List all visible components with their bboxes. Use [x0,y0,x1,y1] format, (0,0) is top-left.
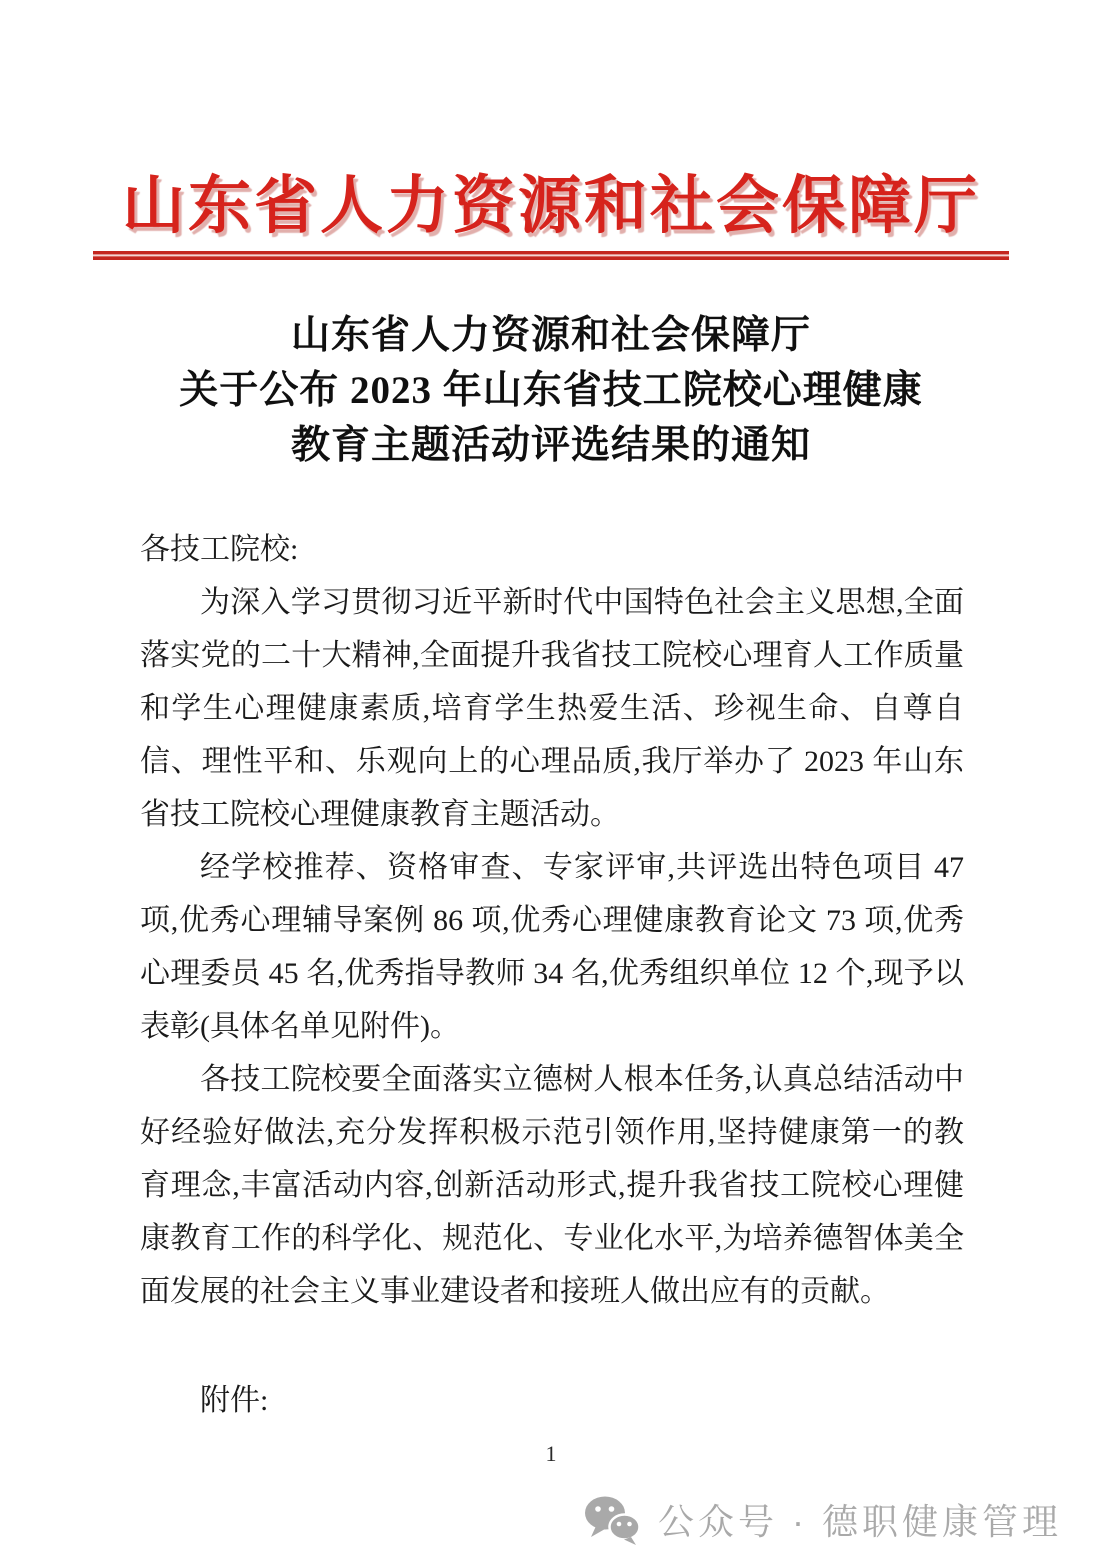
document-title [0,308,1102,473]
body-paragraph-3: 各技工院校要全面落实立德树人根本任务,认真总结活动中好经验好做法,充分发挥积极示范引领作用,坚持健康第一的教育理念,丰富活动内容,创新活动形式,提升我省技工院校心理健康教育工作的科学化、规范化、专业化水平,为培养德智体美全面发展的社会主义事业建设者和接班人做出应有的贡献。 [140,1063,964,1309]
document-body [140,523,964,1427]
body-paragraph-1: 为深入学习贯彻习近平新时代中国特色社会主义思想,全面落实党的二十大精神,全面提升我省技工院校心理育人工作质量和学生心理健康素质,培育学生热爱生活、珍视生命、自尊自信、理性平和、乐观向上的心理品质,我厅举办了 2023 年山东省技工院校心理健康教育主题活动。 [140,586,964,832]
document-title-line-1: 山东省人力资源和社会保障厅 [290,314,811,358]
body-paragraph-2: 经学校推荐、资格审查、专家评审,共评选出特色项目 47 项,优秀心理辅导案例 86 项,优秀心理健康教育论文 73 项,优秀心理委员 45 名,优秀指导教师 34 名,优秀组织单位 12 个,现予以表彰(具体名单见附件)。 [140,851,964,1044]
document-title-line-3: 教育主题活动评选结果的通知 [290,424,811,468]
agency-masthead-title: 山东省人力资源和社会保障厅 [122,171,980,241]
wechat-watermark [584,1494,1062,1545]
document-title-line-2: 关于公布 2023 年山东省技工院校心理健康 [179,369,923,413]
page-number: 1 [545,1441,557,1466]
masthead-divider-rule [93,251,1009,260]
masthead [0,0,1102,260]
salutation: 各技工院校: [140,533,299,567]
attachment-label: 附件: [200,1384,269,1418]
wechat-icon [584,1495,642,1545]
watermark-text: 公众号 · 德职健康管理 [658,1501,1062,1542]
